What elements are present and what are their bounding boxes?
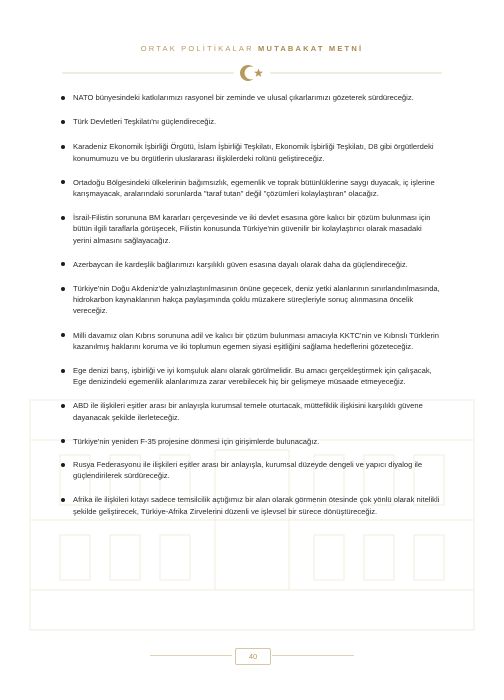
list-item: İsrail-Filistin sorununa BM kararları çerçevesinde ve iki devlet esasına göre kalıcı bir çözüm bulunması için bütün ilgili taraflarla görüşecek, Filistin konusunda Türkiye'nin güvenilir bir kolaylaştırıcı olarak masadaki yerini almasını sağlayacağız. (60, 212, 440, 246)
bullet-list (60, 92, 440, 517)
list-item: Ortadoğu Bölgesindeki ülkelerinin bağımsızlık, egemenlik ve toprak bütünlüklerine saygı duyacak, iç işlerine karışmayacak, aralarındaki sorunlarda "taraf tutan" değil "çözümleri kolaylaştıran" olacağız. (60, 177, 440, 199)
list-item: ABD ile ilişkileri eşitler arası bir anlayışla kurumsal temele oturtacak, müttefiklik ilişkisini karşılıklı güvene dayanacak şekilde ilerleteceğiz. (60, 400, 440, 422)
page-header (0, 44, 504, 53)
page-number: 40 (235, 648, 271, 665)
header-title-light: ORTAK POLİTİKALAR (140, 44, 254, 53)
list-item: Rusya Federasyonu ile ilişkileri eşitler arası bir anlayışla, kurumsal düzeyde dengeli ve yapıcı diyalog ile güçlendirilerek sürdüreceğiz. (60, 459, 440, 481)
list-item: Karadeniz Ekonomik İşbirliği Örgütü, İslam İşbirliği Teşkilatı, Ekonomik İşbirliği Teşkilatı, D8 gibi örgütlerdeki konumumuzu ve bu örgütlerin uluslararası ilişkilerdeki rolünü geliştireceğiz. (60, 141, 440, 163)
list-item: Ege denizi barış, işbirliği ve iyi komşuluk alanı olarak görülmelidir. Bu amacı gerçekleştirmek için çalışacak, Ege denizindeki egemenlik alanlarımıza zarar verebilecek hiç bir gelişmeye müsaade etmeyeceğiz. (60, 365, 440, 387)
list-item: Azerbaycan ile kardeşlik bağlarımızı karşılıklı güven esasına dayalı olarak daha da güçlendireceğiz. (60, 259, 440, 270)
list-item: Afrika ile ilişkileri kıtayı sadece temsilcilik açtığımız bir alan olarak görmenin ötesinde çok yönlü olarak nitelikli şekilde geliştirecek, Türkiye-Afrika Zirvelerini düzenli ve işlevsel bir sürece dönüştüreceğiz. (60, 494, 440, 516)
list-item: Türk Devletleri Teşkilatı'nı güçlendireceğiz. (60, 116, 440, 127)
list-item: Türkiye'nin Doğu Akdeniz'de yalnızlaştırılmasının önüne geçecek, deniz yetki alanlarının sınırlandırılmasında, hidrokarbon kaynaklarının hakça paylaşımında çoklu müzakere süreçleriyle sonuç alınmasına öncelik vereceğiz. (60, 283, 440, 317)
list-item: Türkiye'nin yeniden F-35 projesine dönmesi için girişimlerde bulunacağız. (60, 436, 440, 447)
footer-divider-left (150, 655, 232, 656)
list-item: Milli davamız olan Kıbrıs sorununa adil ve kalıcı bir çözüm bulunması amacıyla KKTC'nin ve Kıbrıslı Türklerin kazanılmış haklarını koruma ve iki toplumun egemen siyasi eşitliğini sağlama hedeflerini gözeteceğiz. (60, 330, 440, 352)
list-item: NATO bünyesindeki katkılarımızı rasyonel bir zeminde ve ulusal çıkarlarımızı gözeterek sürdüreceğiz. (60, 92, 440, 103)
header-title-bold: MUTABAKAT METNİ (258, 44, 364, 53)
header-emblem (62, 62, 442, 84)
footer-divider-right (272, 655, 354, 656)
crescent-star-icon (240, 65, 263, 81)
